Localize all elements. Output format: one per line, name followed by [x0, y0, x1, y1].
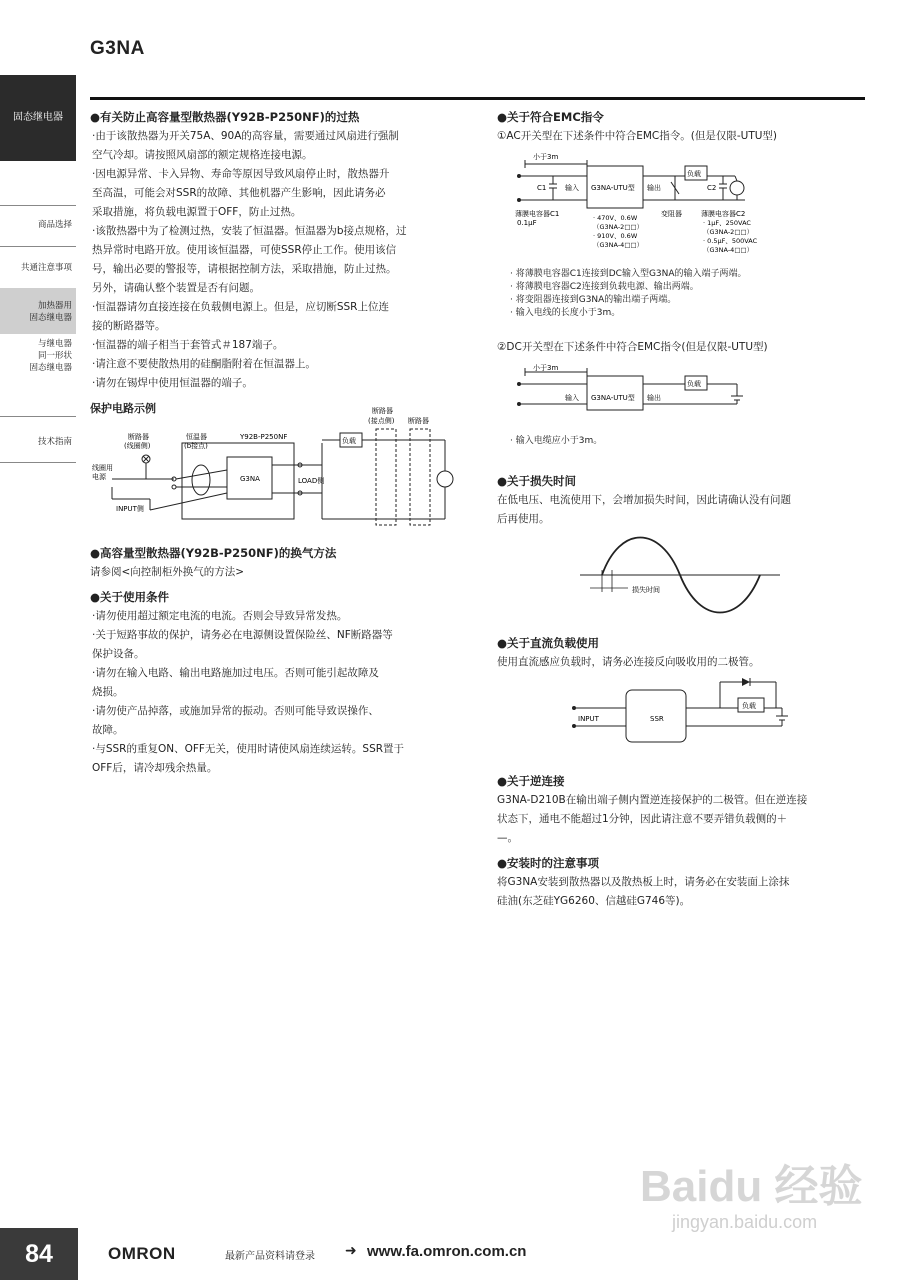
- label-breaker: 断路器: [128, 433, 149, 441]
- list-item-line: 接的断路器等。: [92, 320, 166, 332]
- list-item-line: 另外，请确认整个装置是否有问题。: [92, 282, 260, 294]
- list-item: [90, 702, 475, 740]
- dc-load-section: [497, 634, 869, 672]
- list-item-line: 故障。: [92, 724, 124, 736]
- emc-dc-diagram: [515, 362, 755, 422]
- paragraph: 请参阅<向控制柜外换气的方法>: [90, 566, 245, 578]
- list-item-line: 空气冷却。请按照风扇部的额定规格连接电源。: [92, 149, 313, 161]
- label-thermostat: 恒温器: [186, 433, 207, 441]
- label-film-c1: 薄膜电容器C1: [515, 210, 560, 218]
- label-breaker-contact: 断路器: [372, 407, 393, 415]
- label-film-c2: 薄膜电容器C2: [701, 210, 746, 218]
- list-item: [90, 355, 475, 374]
- ac-notes-list: [510, 268, 870, 320]
- label-b-contact: (b接点): [184, 442, 208, 450]
- loss-section: [497, 472, 869, 529]
- footer-text: 最新产品资料请登录: [225, 1251, 315, 1262]
- label-loss-time: 损失时间: [632, 586, 660, 594]
- label-less-3m: 小于3m: [533, 364, 559, 372]
- label-input: 输入: [565, 184, 579, 192]
- sidebar-item-label: 固态继电器: [29, 363, 72, 373]
- page-title: G3NA: [90, 38, 145, 59]
- sidebar-item-tech-guide[interactable]: [0, 436, 76, 448]
- thermostat-symbol: [192, 465, 210, 495]
- dc-load-diagram: [570, 676, 810, 756]
- list-item: [90, 222, 475, 298]
- emc-ac-diagram: [515, 150, 785, 265]
- list-item: [90, 626, 475, 664]
- header-rule: [90, 97, 865, 100]
- list-item-line: 热异常时电路开放。使用该恒温器，可使SSR停止工作。使用该信: [92, 244, 397, 256]
- list-item-line: ·请勿在输入电路、输出电路施加过电压。否则可能引起故障及: [92, 667, 379, 679]
- label-load-side: LOAD侧: [298, 477, 325, 485]
- bullet-list: [90, 127, 475, 393]
- list-item: [90, 374, 475, 393]
- reverse-section: [497, 772, 869, 911]
- list-item-line: ·恒温器的端子相当于套管式＃187端子。: [92, 339, 284, 351]
- section-heading: ●关于符合EMC指令: [497, 110, 604, 124]
- section-heading: ●关于直流负载使用: [497, 636, 600, 650]
- label-load: 负载: [342, 437, 356, 445]
- list-item: [90, 607, 475, 626]
- right-column-emc: [497, 108, 867, 146]
- sidebar-item-heater-ssr-label: [0, 300, 76, 324]
- list-item-line: ·因电源异常、卡入异物、寿命等原因导致风扇停止时，散热器升: [92, 168, 390, 180]
- list-item-line: 采取措施，将负载电源置于OFF，防止过热。: [92, 206, 302, 218]
- arrow-right-icon: ➜: [345, 1243, 357, 1259]
- sidebar-item-ssr[interactable]: 固态继电器: [0, 75, 76, 161]
- label-varistor: 变阻器: [661, 210, 682, 218]
- paragraph-line: 状态下，通电不能超过1分钟，因此请注意不要弄错负载侧的＋: [497, 813, 788, 825]
- label-breaker-contact-side: (接点侧): [368, 417, 395, 425]
- list-item-line: ·恒温器请勿直接连接在负载侧电源上。但是，应切断SSR上位连: [92, 301, 389, 313]
- page-number: 84: [0, 1228, 78, 1280]
- note-item: · 将薄膜电容器C1连接到DC输入型G3NA的输入端子两端。: [510, 269, 747, 279]
- label-c1: C1: [537, 184, 547, 192]
- label-breaker-2: 断路器: [408, 417, 429, 425]
- paragraph-line: 在低电压、电流使用下，会增加损失时间，因此请确认没有问题: [497, 494, 791, 506]
- list-item-line: ·请勿在锡焊中使用恒温器的端子。: [92, 377, 253, 389]
- paragraph: ①AC开关型在下述条件中符合EMC指令。(但是仅限-UTU型): [497, 130, 778, 142]
- paragraph-line: —。: [497, 832, 518, 844]
- list-item: [90, 298, 475, 336]
- sidebar-item-common-notes[interactable]: [0, 262, 76, 274]
- label-c2: C2: [707, 184, 717, 192]
- sidebar-item-label: 固态继电器: [29, 313, 72, 323]
- list-item-line: ·由于该散热器为开关75A、90A的高容量，需要通过风扇进行强制: [92, 130, 399, 142]
- label-c2-spec-4: （G3NA-4□□）: [703, 246, 754, 254]
- section-heading: ●有关防止高容量型散热器(Y92B-P250NF)的过热: [90, 110, 360, 124]
- list-item: [90, 165, 475, 222]
- note-item: · 将变阻器连接到G3NA的输出端子两端。: [510, 295, 677, 305]
- sidebar-item-label: 商品选择: [37, 220, 72, 230]
- label-g3na-utu: G3NA-UTU型: [591, 184, 635, 192]
- label-less-3m: 小于3m: [533, 153, 559, 161]
- label-coil-power: 线圈用: [92, 464, 113, 472]
- label-output: 输出: [647, 184, 661, 192]
- label-heatsink: Y92B-P250NF: [240, 433, 288, 441]
- label-output: 输出: [647, 394, 661, 402]
- section-heading: ●高容量型散热器(Y92B-P250NF)的换气方法: [90, 546, 337, 560]
- label-input-side: INPUT侧: [116, 505, 144, 513]
- footer-url-link[interactable]: www.fa.omron.com.cn: [367, 1243, 527, 1260]
- loss-time-waveform: [580, 530, 790, 620]
- label-varistor-spec-1: · 470V、0.6W: [593, 214, 638, 222]
- sidebar-item-label: 同一形状: [37, 351, 72, 361]
- label-input: INPUT: [578, 715, 599, 723]
- watermark-logo: Baidu 经验: [640, 1162, 863, 1211]
- sidebar-divider: [0, 205, 76, 206]
- label-g3na: G3NA: [240, 475, 260, 483]
- label-c2-spec-2: （G3NA-2□□）: [703, 228, 754, 236]
- sidebar-item-label: 技术指南: [37, 437, 72, 447]
- sidebar-divider: [0, 462, 76, 463]
- sidebar-divider: [0, 416, 76, 417]
- label-load: 负载: [687, 170, 701, 178]
- label-c1-value: 0.1μF: [517, 219, 537, 227]
- list-item: [90, 664, 475, 702]
- list-item-line: 号，输出必要的警报等，请根据控制方法，采取措施，防止过热。: [92, 263, 397, 275]
- dc-emc-intro: ②DC开关型在下述条件中符合EMC指令(但是仅限-UTU型): [497, 341, 768, 353]
- label-varistor-spec-3: · 910V、0.6W: [593, 232, 638, 240]
- sidebar-item-label: 加热器用: [37, 301, 72, 311]
- sidebar-item-product-select[interactable]: [0, 219, 76, 231]
- heatsink-outline: [182, 443, 294, 519]
- label-varistor-spec-2: （G3NA-2□□）: [593, 223, 644, 231]
- list-item-line: 至高温，可能会对SSR的故障、其他机器产生影响，因此请务必: [92, 187, 386, 199]
- sidebar-divider: [0, 246, 76, 247]
- list-item-line: ·请注意不要使散热用的硅酮脂附着在恒温器上。: [92, 358, 316, 370]
- list-item-line: ·关于短路事故的保护，请务必在电源侧设置保险丝、NF断路器等: [92, 629, 393, 641]
- section-heading: ●关于使用条件: [90, 590, 170, 604]
- sidebar-item-label: 与继电器: [37, 339, 72, 349]
- list-item: [90, 127, 475, 165]
- label-c2-spec-3: · 0.5μF、500VAC: [703, 237, 758, 245]
- list-item: [90, 336, 475, 355]
- dc-note: · 输入电缆应小于3m。: [510, 436, 603, 446]
- label-varistor-spec-4: （G3NA-4□□）: [593, 241, 644, 249]
- list-item-line: 烧损。: [92, 686, 124, 698]
- left-column: [90, 108, 475, 393]
- bullet-list: [90, 607, 475, 778]
- paragraph-line: G3NA-D210B在输出端子侧内置逆连接保护的二极管。但在逆连接: [497, 794, 808, 806]
- section-heading: ●安装时的注意事项: [497, 856, 600, 870]
- label-ssr: SSR: [650, 715, 664, 723]
- sidebar-item-label: 共通注意事项: [20, 263, 72, 273]
- label-coil-power-2: 电源: [92, 473, 106, 481]
- note-item: · 输入电线的长度小于3m。: [510, 308, 621, 318]
- omron-logo: OMRON: [108, 1244, 176, 1263]
- sidebar-item-relay-shape-ssr[interactable]: [0, 338, 76, 374]
- list-item-line: ·该散热器中为了检测过热，安装了恒温器。恒温器为b接点规格，过: [92, 225, 407, 237]
- list-item-line: ·请勿使用超过额定电流的电流。否则会导致异常发热。: [92, 610, 348, 622]
- paragraph-line: 硅油(东芝硅YG6260、信越硅G746等)。: [497, 895, 691, 907]
- paragraph-line: 将G3NA安装到散热器以及散热板上时，请务必在安装面上涂抹: [497, 876, 790, 888]
- circuit-heading: 保护电路示例: [90, 402, 156, 415]
- paragraph-line: 后再使用。: [497, 513, 550, 525]
- label-load: 负载: [742, 702, 756, 710]
- note-item: · 将薄膜电容器C2连接到负载电源、输出两端。: [510, 282, 699, 292]
- list-item: [90, 740, 475, 778]
- label-g3na-utu: G3NA-UTU型: [591, 394, 635, 402]
- label-input: 输入: [565, 394, 579, 402]
- label-c2-spec-1: · 1μF、250VAC: [703, 219, 751, 227]
- left-column-2: [90, 544, 475, 778]
- label-breaker-coil: (线圈侧): [124, 442, 151, 450]
- list-item-line: ·请勿使产品掉落，或施加异常的振动。否则可能导致误操作、: [92, 705, 379, 717]
- list-item-line: ·与SSR的重复ON、OFF无关，使用时请使风扇连续运转。SSR置于: [92, 743, 405, 755]
- label-load: 负载: [687, 380, 701, 388]
- section-heading: ●关于逆连接: [497, 774, 565, 788]
- list-item-line: 保护设备。: [92, 648, 145, 660]
- watermark-url: jingyan.baidu.com: [672, 1212, 818, 1232]
- section-heading: ●关于损失时间: [497, 474, 577, 488]
- list-item-line: OFF后，请冷却残余热量。: [92, 762, 218, 774]
- paragraph: 使用直流感应负载时，请务必连接反向吸收用的二极管。: [497, 656, 760, 668]
